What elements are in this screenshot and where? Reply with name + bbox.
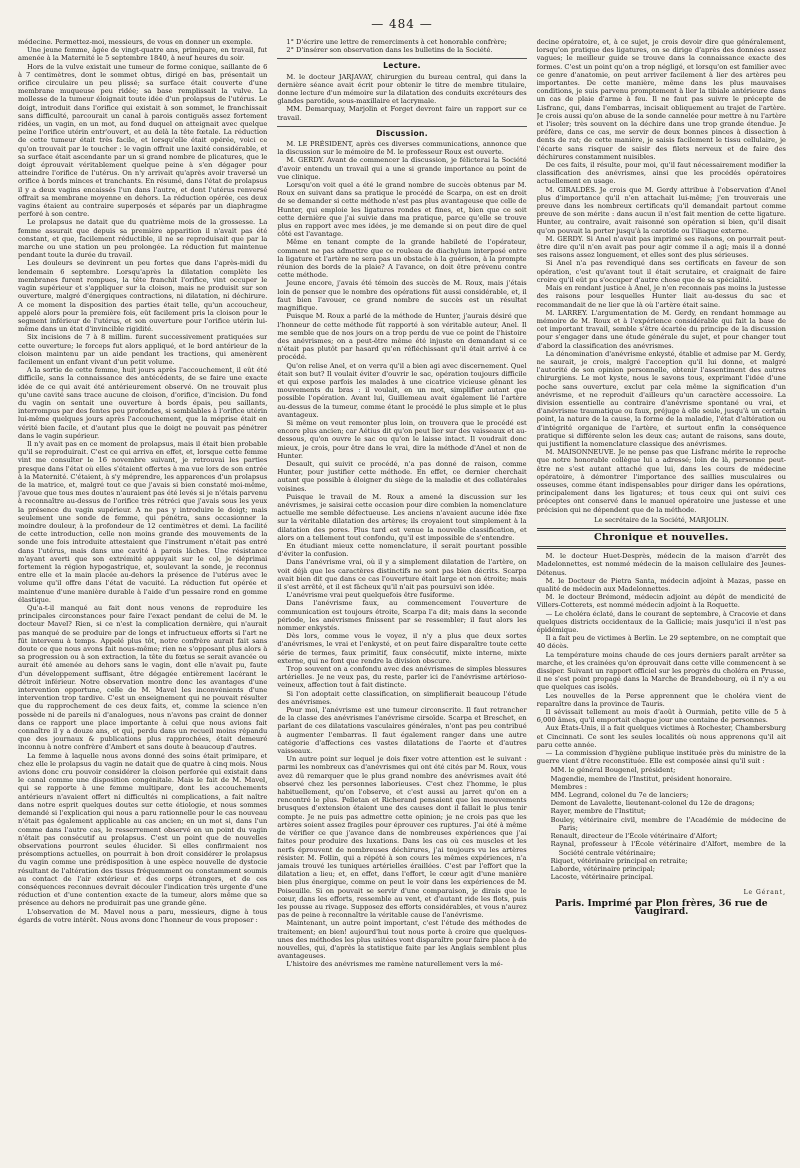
discussion-paragraph: decine opératoire, et, à ce sujet, je crois devoir dire que généralement, lorsqu'on pratique des ligatures, on se dirige d'après des données assez vagues; le meilleur guide se trouve dans la connaissance exacte des formes. C'est un point qu'on a trop négligé, et lorsqu'on est familier avec ce genre d'anatomie, on peut arriver facilement à lier des artères peu importantes. De cette manière, même dans les plus mauvaises conditions, je suis parvenu promptement à lier la tibiale antérieure dans un cas de plaie d'arme à feu. Il ne faut pas suivre le précepte de Lisfranc, qui, dans l'embarras, incisait obliquement au trajet de l'artère. Je crois aussi qu'on abuse de la sonde cannelée pour mettre à nu l'artère et l'isoler; très souvent on la déchire dans une trop grande étendue. Je préfère, dans ce cas, me servir de deux bonnes pinces à dissection à dents de rat; de cette manière, je saisis facilement le tissu cellulaire, je l'écarte sans risquer de saisir des filets nerveux et de faire des déchirures constamment nuisibles. [536, 38, 786, 161]
commission-member: Laborde, vétérinaire principal; [550, 864, 655, 873]
article-paragraph: Le prolapsus ne datait que du quatrième mois de la grossesse. La femme assurait que depuis sa première apparition il n'avait pas été constant, et que, facilement réductible, il ne se reproduisait que par la marche ou une station un peu prolongée. La réduction fut maintenue pendant toute la durée du travail. [18, 218, 268, 260]
section-rule [537, 528, 786, 531]
news-paragraph: M. le docteur Huet-Desprès, médecin de la maison d'arrêt des Madelonnettes, est nommé médecin de la maison cellulaire des Jeunes-Détenus. [536, 552, 786, 577]
lecture-paragraph: M. le docteur JARJAVAY, chirurgien du bureau central, qui dans la dernière séance avait écrit pour obtenir le titre de membre titulaire, donne lecture d'un mémoire sur la dilatation des conduits excréteurs des glandes parotide, sous-maxillaire et lacrymale. [277, 72, 527, 106]
section-rule [537, 546, 786, 549]
discussion-paragraph: L'histoire des anévrismes me ramène naturellement vers la mé- [286, 960, 503, 969]
article-paragraph: Une jeune femme, âgée de vingt-quatre ans, primipare, en travail, fut amenée à la Maternité le 5 septembre 1840, à neuf heures du soir. [18, 46, 268, 63]
news-paragraph: Il a fait peu de victimes à Berlin. Le 29 septembre, on ne comptait que 40 décès. [536, 634, 786, 651]
section-heading-discussion: Discussion. [376, 128, 428, 138]
commission-member: Membres : [550, 782, 588, 791]
commission-member: MM. Legrand, colonel du 7e de lanciers; [550, 791, 689, 800]
discussion-paragraph: M. GERDY. Avant de commencer la discussion, je félicterai la Société d'avoir entendu un travail qui a une si grande importance au point de vue clinique. [277, 156, 527, 181]
discussion-paragraph: De ces faits, il résulte, pour moi, qu'il faut nécessairement modifier la classification des anévrismes, ainsi que les procédés opératoires actuellement en usage. [536, 161, 786, 186]
article-paragraph: Qu'a-t-il manqué au fait dont nous venons de reproduire les principales circonstances pour faire l'exact pendant de celui de M. le docteur Mavel? Rien, si ce n'est la complication dernière, qui n'aurait pas manqué de se produire par de longs et infructueux efforts si l'art ne fût intervenu à temps. Appelé plus tôt, notre confrère aurait fait sans doute ce que nous avons fait nous-même; rien ne s'opposant plus alors à sa progression ou à son extraction, la tête du fœtus se serait avancée ou aurait été amenée au dehors sans le vagin, dont elle n'avait pu, faute d'un développement suffisant, être dégagée entièrement lacérant le détroit inférieur. Notre observation montre donc les avantages d'une intervention opportune, celle de M. Mavel les inconvénients d'une intervention trop tardive. C'est un enseignement qui ne pouvait résulter que du rapprochement de ces deux faits, et, comme la science n'en possède ni de pareils ni d'analogues, nous n'avons pas craint de donner dans ce rapport une place importante à celui que nous avions fait connaître il y a douze ans, et qui, perdu dans un recueil moins répandu que des journaux & publications plus rapprochées, était demeuré inconnu à notre confrère d'Ambert et sans doute à beaucoup d'autres. [18, 604, 268, 752]
commission-member: Lacoste, vétérinaire principal. [550, 873, 653, 882]
discussion-paragraph: Puisque M. Roux a parlé de la méthode de Hunter, j'aurais désiré que l'honneur de cette méthode fût rapporté à son véritable auteur, Anel. Il me semble que de nos jours on a trop perdu de vue ce point de l'histoire des anévrismes; on a peut-être même été injuste en demandant si ce n'était pas plutôt par hasard qu'en réfléchissant qu'il était arrivé à ce procédé. [277, 312, 527, 362]
news-paragraph: — La commission d'hygiène publique instituée près du ministre de la guerre vient d'être reconstituée. Elle est composée ainsi qu'il suit : [536, 749, 786, 766]
discussion-paragraph: M. LE PRÉSIDENT, après ces diverses communications, annonce que la discussion sur le mémoire de M. le professeur Roux est ouverte. [277, 140, 527, 157]
discussion-paragraph: Mais en rendant justice à Anel, je n'en reconnais pas moins la justesse des raisons pour lesquelles Hunter liait au-dessus du sac et recommandait de ne lier que là où l'artère était saine. [536, 284, 786, 309]
discussion-paragraph: Dans l'anévrisme faux, au commencement l'ouverture de communication est toujours étroite, Scarpa l'a dit; mais dans la seconde période, les anévrismes finissent par se ressembler; il faut alors les nommer enkystés. [277, 599, 527, 633]
discussion-paragraph: Qu'on relise Anel, et on verra qu'il a bien agi avec discernement. Quel était son but? Il voulait éviter d'ouvrir le sac, opération toujours difficile et qui expose parfois les malades à une cicatrice vicieuse gênant les mouvements du bras : il voulait, en un mot, simplifier autant que possible l'opération. Avant lui, Guillemeau avait également lié l'artère au-dessus de la tumeur, comme étant le procédé le plus simple et le plus avantageux. [277, 361, 527, 419]
commission-member: Riquet, vétérinaire principal en retraite; [550, 856, 688, 865]
news-paragraph: — Le choléra éclaté, dans le courant de septembre, à Cracovie et dans quelques districts occidentaux de la Gallicie; mais jusqu'ici il n'est pas épidémique. [536, 609, 786, 635]
discussion-paragraph: M. GERDY. Si Anel n'avait pas imprimé ses raisons, on pourrait peut-être dire qu'il n'en avait pas pour agir comme il a agi; mais il a donné ses raisons assez longuement, et elles sont des plus sérieuses. [536, 234, 786, 260]
discussion-paragraph: La dénomination d'anévrisme enkysté, établie et admise par M. Gerdy, ne saurait, je crois, malgré l'acception qu'il lui donne, et malgré l'autorité de son opinion personnelle, obtenir l'assentiment des autres chirurgiens. Le mot kyste, nous le savons tous, exprimant l'idée d'une poche sans ouverture, exclut par cela même la signification d'un anévrisme, et ne reproduit d'ailleurs qu'un caractère accessoire. La division essentielle au contraire d'anévrisme spontané ou vrai, et d'anévrisme traumatique ou faux, préjuge à elle seule, jusqu'à un certain point, la nature de la cause, la forme de la maladie, l'état d'altération ou d'intégrité organique de l'artère, et surtout enfin la conséquence pratique si différente selon les deux cas; autant de raisons, sans doute, qui justifient la nomenclature classique des anévrismes. [536, 349, 786, 448]
section-rule [277, 126, 526, 127]
proposal-item: 1° D'écrire une lettre de remerciments à cet honorable confrère; [286, 38, 507, 46]
section-heading-lecture: Lecture. [383, 61, 421, 71]
discussion-paragraph: En étudiant mieux cette nomenclature, il serait pourtant possible d'éviter la confusion. [277, 541, 527, 559]
news-paragraph: Les nouvelles de la Perse apprennent que le choléra vient de reparaître dans la province de Tauris. [536, 691, 786, 708]
discussion-paragraph: M. MAISONNEUVE. Je ne pense pas que Lisfranc mérite le reproche que notre honorable collègue lui a adressé; loin de là, personne peut-être ne s'est autant attaché que lui, dans les cours de médecine opératoire, à démontrer l'importance des saillies musculaires ou osseuses, comme étant indispensables pour diriger dans les opérations, principalement dans les ligatures; et tous ceux qui ont suivi ces préceptes ont conservé dans le manuel opératoire une justesse et une précision qui ne dépendent que de la méthode. [536, 448, 786, 514]
column-3 [537, 38, 786, 1168]
section-rule [277, 58, 526, 59]
commission-member: Raynal, professeur à l'École vétérinaire d'Alfort, membre de la Société centrale vétérinaire; [550, 840, 786, 857]
discussion-paragraph: M. LARREY. L'argumentation de M. Gerdy, en rendant hommage au mémoire de M. Roux et à l'expérience considérable qui fait la base de cet important travail, semble s'être écartée du principe de la discussion pour s'engager dans une étude générale du sujet, et pour changer tout d'abord la classification des anévrismes. [536, 308, 786, 350]
article-paragraph: Il n'y avait pas en ce moment de prolapsus, mais il était bien probable qu'il se reproduirait. C'est ce qui arriva en effet, et, lorsque cette femme vint me consulter le 16 novembre suivant, je retrouvai les parties presque dans l'état où elles s'étaient offertes à ma vue lors de son entrée à la Maternité. C'étaient, à s'y méprendre, les apparences d'un prolapsus de la matrice, et, malgré tout ce que j'avais si bien constaté moi-même, j'avoue que tous mes doutes n'auraient pas été levés si je n'étais parvenu à reconnaître au-dessus de l'orifice très rétréci que j'avais sous les yeux la présence du vagin supérieur. A ne pas y introduire le doigt; mais seulement une sonde de femme, qui pénétra, sans occasionner la moindre douleur, à la profondeur de 12 centimètres et demi. La facilité de cette introduction, celle non moins grande des mouvements de la sonde une fois introduite attestaient que l'instrument n'était pas entré dans l'utérus, mais dans une cavité à parois lâches. Une résistance m'ayant averti que son extrémité appuyait sur le col, je déprimai fortement la région hypogastrique, et, soulevant la sonde, je reconnus entre elle et la main placée au-dehors la présence de l'utérus avec le volume qu'il offre dans l'état de vacuité. La réduction fut opérée et maintenue d'une manière durable à l'aide d'un pessaire rond en gomme élastique. [18, 439, 268, 604]
commission-member: Renault, directeur de l'École vétérinaire d'Alfort; [550, 832, 718, 841]
page-header [18, 14, 786, 34]
proposal-item: 2° D'insérer son observation dans les bulletins de la Société. [286, 46, 493, 55]
discussion-paragraph: Pour moi, l'anévrisme est une tumeur circonscrite. Il faut retrancher de la classe des anévrismes l'anévrisme cirsoïde. Scarpa et Breschet, en parlant de ces dilatations vasculaires générales, n'ont pas peu contribué à augmenter l'embarras. Il faut également ranger dans une autre catégorie d'affections ces vastes dilatations de l'aorte et d'autres vaisseaux. [277, 706, 527, 756]
commission-member: Bouley, vétérinaire civil, membre de l'Académie de médecine de Paris; [550, 815, 786, 832]
columns [18, 38, 786, 1168]
discussion-paragraph: Un autre point sur lequel je dois fixer votre attention est le suivant : parmi les nombreux cas d'anévrismes qui ont été cités par M. Roux, vous avez dû remarquer que le plus grand nombre des anévrismes avait été observé chez les personnes laborieuses. C'est chez l'homme, le plus habituellement, qu'on l'observe, et c'est aussi au jarret qu'on en a rencontré le plus. Pelletan et Richerand pensaient que les mouvements brusques d'extension étaient une des causes dont il fallait le plus tenir compte. Je ne puis pas admettre cette opinion; je ne crois pas que les artères soient assez fragiles pour éprouver ces ruptures. J'ai été à même de vérifier ce que j'avance dans de nombreuses expériences que j'ai faites pour produire des luxations. Dans les cas où ces muscles et les nerfs éprouvent de nombreuses déchirures, j'ai toujours vu les artères résister. M. Follin, qui a répété à son cours les mêmes expériences, n'a jamais trouvé les tuniques artérielles éraillées. C'est par l'effort que la dilatation a lieu; et, en effet, dans l'effort, le cœur agit d'une manière bien plus énergique, comme on peut le voir dans les expériences de M. Poiseuille. Si on pouvait se servir d'une comparaison, je dirais que le cœur, dans les efforts, ressemble au vent, et d'autant ride les flots, puis les pousse au rivage. Supposez des efforts considérables, et vous n'aurez pas de peine à reconnaître la véritable cause de l'anévrisme. [277, 755, 527, 920]
article-paragraph: L'observation de M. Mavel nous a paru, messieurs, digne à tous égards de votre intérêt. Nous avons donc l'honneur de vous proposer : [18, 907, 268, 924]
commission-member: Rayer, membre de l'Institut; [550, 807, 646, 816]
discussion-paragraph: Si même on veut remonter plus loin, on trouvera que le procédé est encore plus ancien; car Aétius dit qu'on peut lier sur des vaisseaux et au-dessous, qu'on ouvre le sac ou qu'on le laisse intact. Il voudrait donc mieux, je crois, pour être dans le vrai, dire la méthode d'Anel et non de Hunter. [277, 418, 527, 460]
secretary-signature: Le secrétaire de la Société, MARJOLIN. [594, 515, 729, 524]
gerant-label: Le Gérant, [743, 889, 786, 897]
discussion-paragraph: Si Anel n'a pas revendiqué dans ses certificats en faveur de son opération, c'est qu'avant tout il était scrutaire, et craignait de faire croire qu'il eût pu s'occuper d'autre chose que de sa spécialité. [536, 259, 786, 284]
printer-imprint: Paris. Imprimé par Plon frères, 36 rue de Vaugirard. [555, 897, 768, 917]
column-1 [18, 38, 267, 1168]
commission-member: MM. le général Bougenel, président; [550, 766, 676, 775]
news-paragraph: La température moins chaude de ces jours derniers paraît arrêter sa marche, et les crainées qu'on éprouvait dans cette ville commencent à se dissiper. Suivant un rapport officiel sur les progrès du choléra en Prusse, il ne s'est point propagé dans la Marche de Brandebourg, où il n'y a eu que quelques cas isolés. [536, 650, 786, 692]
discussion-paragraph: Maintenant, un autre point important, c'est l'étude des méthodes de traitement; en bien! aujourd'hui tout nous porte à croire que quelques-unes des méthodes les plus usitées vont disparaître pour faire place à de nouvelles, qui, d'après la statistique faite par les Anglais semblent plus avantageuses. [277, 919, 527, 961]
discussion-paragraph: Trop souvent on a confondu avec des anévrismes de simples blessures artérielles. Je ne veux pas, du reste, parler ici de l'anévrisme artérioso-veineux, affection tout à fait distincte. [277, 665, 527, 690]
commission-member: Demont de Lavalette, lieutenant-colonel du 12e de dragons; [550, 799, 755, 808]
discussion-paragraph: Si l'on adoptait cette classification, on simplifierait beaucoup l'étude des anévrismes. [277, 689, 527, 706]
article-paragraph: La femme à laquelle nous avons donné des soins était primipare, et chez elle le prolapsus du vagin ne datait que de quatre à cinq mois. Nous avions donc cru pouvoir considérer la cloison perforée qui existait dans le canal comme une disposition congénitale. Mais le fait de M. Mavel, qui se rapporte à une femme multipare, dont les accouchements antérieurs n'avaient offert ni difficultés ni complications, a fait naître dans notre esprit quelques doutes sur cette étiologie, et nous sommes demandé si l'explication qui nous a paru rationnelle pour le cas nouveau n'était pas également applicable au cas ancien; en un mot si, dans l'un comme dans l'autre cas, le resserrement observé en un point du vagin n'était pas consécutif au prolapsus. C'est un point que de nouvelles observations pourront seules élucider. Si elles confirmaient nos présomptions actuelles, on pourrait à bon droit considérer le prolapsus du vagin comme une prédisposition à une espèce nouvelle de dystocie résultant de l'altération des tissus fréquemment ou constamment soumis au contact de l'air extérieur et des corps étrangers, et de ces conséquences reconnues devrait découler l'indication très urgente d'une réduction et d'une contention exacte de la tumeur, alors même que sa présence au dehors ne produirait pas une grande gêne. [18, 751, 268, 908]
discussion-paragraph: Lorsqu'on voit quel a été le grand nombre de succès obtenus par M. Roux en suivant dans sa pratique le procédé de Scarpa, on est en droit de se demander si cette méthode n'est pas plus avantageuse que celle de Hunter, qui emploie les ligatures rondes et fines, et, bien que ce soit cette dernière que j'ai suivie dans ma pratique, parce qu'elle se trouve plus en rapport avec mes idées, je me demande si on peut dire de quel côté est l'avantage. [277, 181, 527, 239]
news-paragraph: M. le Docteur de Pietra Santa, médecin adjoint à Mazas, passe en qualité de médecin aux Madelonnettes. [536, 576, 786, 593]
commission-list [551, 766, 786, 881]
discussion-paragraph: M. GIRALDÈS. Je crois que M. Gerdy attribue à l'observation d'Anel plus d'importance qu'il n'en attachait lui-même; j'en trouverais une preuve dans les nombreux certificats qu'il demandait partout comme preuve de son mérite : dans aucun il n'est fait mention de cette ligature. Hunter, au contraire, avait raisonné son opération si bien, qu'il disait qu'on pouvait la porter jusqu'à la carotide ou l'iliaque externe. [536, 185, 786, 235]
lecture-paragraph: MM. Demarquay, Marjolin et Forget devront faire un rapport sur ce travail. [277, 105, 527, 122]
discussion-paragraph: L'anévrisme vrai peut quelquefois être fusiforme. [286, 591, 455, 600]
article-paragraph: A la sortie de cette femme, huit jours après l'accouchement, il eût été difficile, sans la connaissance des antécédents, de se faire une exacte idée de ce qui avait été antérieurement observé. On ne trouvait plus qu'une cavité sans trace aucune de cloison, d'orifice, d'incision. Du fond du vagin on sentait une ouverture à bords épais, peu saillants, interrompus par des fentes peu profondes, si semblables à l'orifice utérin lui-même quelques jours après l'accouchement, que la méprise était en vérité bien facile, et d'autant plus que le doigt ne pouvait pas pénétrer dans le vagin supérieur. [18, 366, 268, 440]
page-number: — 484 — [371, 17, 433, 31]
article-paragraph: Les douleurs se devinrent un peu fortes que dans l'après-midi du lendemain 6 septembre. Lorsqu'après la dilatation complète les membranes furent rompues, la tête franchit l'orifice, vint occuper le vagin supérieur et s'appliquer sur la cloison, mais ne produisit sur son ouverture, malgré d'énergiques contractions, ni dilatation, ni déchirure. A ce moment la disposition des parties était telle, qu'un accoucheur, appelé alors pour la première fois, eût facilement pris la cloison pour le segment inférieur de l'utérus, et son ouverture pour l'orifice utérin lui-même dans un état d'invincible rigidité. [18, 259, 268, 334]
discussion-paragraph: Desault, qui suivit ce procédé, n'a pas donné de raison, comme Hunter, pour justifier cette méthode. En effet, ce dernier cherchait autant que possible à éloigner du siège de la maladie et des collatérales voisines. [277, 459, 527, 493]
news-paragraph: Aux États-Unis, il a fait quelques victimes à Rochester, Chambersburg et Cincinnati. Ce sont les seules localités où nous apprenons qu'il ait paru cette année. [536, 724, 786, 749]
news-paragraph: Il sévissait tellement au mois d'août à Ourmiah, petite ville de 5 à 6,000 âmes, qu'il emportait chaque jour une centaine de personnes. [536, 708, 786, 725]
discussion-paragraph: Même en tenant compte de la grande habileté de l'opérateur, comment ne pas admettre que ce rouleau de diachylum interposé entre la ligature et l'artère ne sera pas un obstacle à la guérison, à la prompte réunion des bords de la plaie? A l'avance, on doit être prévenu contre cette méthode. [277, 238, 527, 280]
discussion-paragraph: Puisque le travail de M. Roux a amené la discussion sur les anévrismes, je saisirai cette occasion pour dire combien la nomenclature actuelle me semble défectueuse. Les anciens n'avaient aucune idée fixe sur la véritable dilatation des artères; ils croyaient tout simplement à la dilatation des pores. Plus tard est venue la nouvelle classification, et alors on a tellement tout confondu, qu'il est impossible de s'entendre. [277, 492, 527, 542]
article-paragraph: Six incisions de 7 à 8 millim. furent successivement pratiquées sur cette ouverture; le forceps fut alors appliqué, et le bord antérieur de la cloison maintenu par un aide pendant les tractions, qui amenèrent facilement un enfant vivant d'un petit volume. [18, 333, 268, 366]
discussion-paragraph: Dès lors, comme vous le voyez, il n'y a plus que deux sortes d'anévrismes, le vrai et l'enkysté, et on peut faire disparaître toute cette série de termes, faux primitif, faux consécutif, mixte interne, mixte externe, qui ne font que rendre la division obscure. [277, 632, 527, 665]
section-heading-news: Chronique et nouvelles. [593, 531, 729, 543]
discussion-paragraph: Dans l'anévrisme vrai, où il y a simplement dilatation de l'artère, on voit déjà que les caractères distinctifs ne sont pas bien décrits. Scarpa avait bien dit que dans ce cas l'ouverture était large et non étroite; mais il s'est arrêté, et il est fâcheux qu'il n'ait pas poursuivi son idée. [277, 558, 527, 591]
news-paragraph: M. le docteur Brémond, médecin adjoint au dépôt de mendicité de Villers-Cotterets, est nommé médecin adjoint à la Roquette. [536, 593, 786, 610]
column-2 [277, 38, 526, 1168]
commission-member: Magendie, membre de l'Institut, président honoraire. [550, 774, 732, 783]
article-paragraph: Hors de la vulve existait une tumeur de forme conique, saillante de 6 à 7 centimètres, dont le sommet obtus, dirigé en bas, présentait un orifice circulaire un peu plissé; sa surface était couverte d'une membrane muqueuse peu ridée; sa base remplissait la vulve. La mollesse de la tumeur éloignait toute idée d'un prolapsus de l'utérus. Le doigt, introduit dans l'orifice qui existait à son sommet, le franchissait sans difficulté, parcourait un canal à parois contiguës assez fortement ridées, un vagin, en un mot, au fond duquel on atteignait avec quelque peine l'orifice utérin entr'ouvert, et au delà la tête fœtale. La réduction de cette tumeur était très facile, et lorsqu'elle était opérée, voici ce qu'on trouvait par le toucher : le vagin offrait une laxité considérable, et sa surface était ascendante par un si grand nombre de plicatures, que le doigt éprouvait véritablement quelque peine à s'en dégager pour atteindre l'orifice de l'utérus. On n'y arrivait qu'après avoir traversé un orifice à bords minces et tranchants. En résumé, dans l'état de prolapsus il y a deux vagins encaissés l'un dans l'autre, et dont l'utérus renversé offrait sa membrane moyenne en dehors. La réduction opérée, ces deux vagins étaient au contraire superposés et séparés par un diaphragme perforé à son centre. [18, 62, 268, 219]
discussion-paragraph: Jeune encore, j'avais été témoin des succès de M. Roux, mais j'étais loin de penser que le nombre des opérations fût aussi considérable, et, il faut bien l'avouer, ce grand nombre de succès est un résultat magnifique. [277, 279, 527, 313]
article-paragraph: médecine. Permettez-moi, messieurs, de vous en donner un exemple. [18, 38, 253, 46]
